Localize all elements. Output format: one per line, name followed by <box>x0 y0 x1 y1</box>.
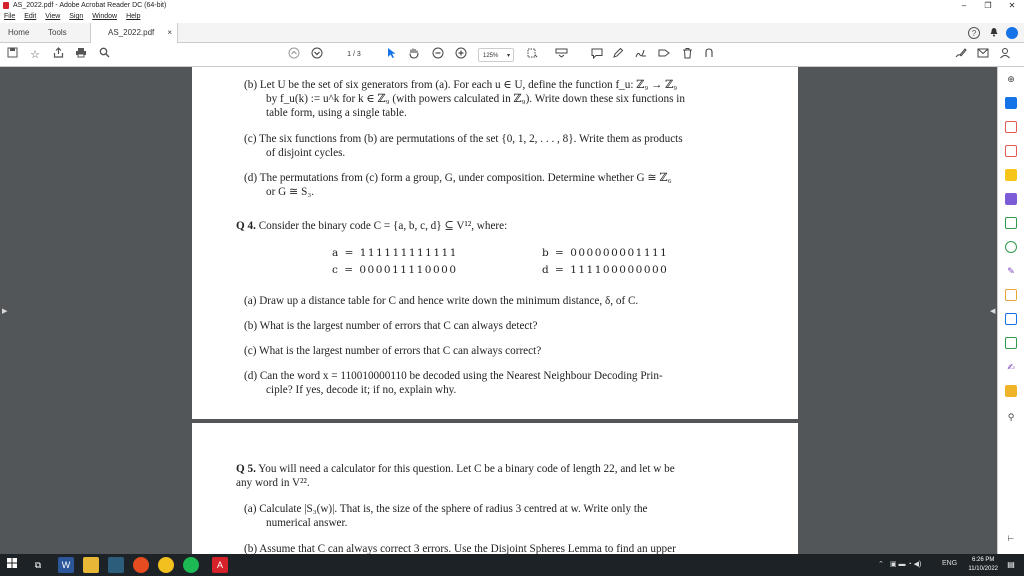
question-4-heading <box>236 220 507 234</box>
chevron-down-icon: ▾ <box>506 53 510 59</box>
create-pdf-icon[interactable] <box>1005 97 1017 109</box>
stamp-tag-icon[interactable] <box>656 47 672 63</box>
tray-expand-icon[interactable]: ⌃ <box>878 561 884 568</box>
minimize-button[interactable]: – <box>961 1 967 10</box>
menu-bar <box>0 11 1024 23</box>
question-line: (c) The six functions from (b) are permutations of the set {0, 1, 2, . . . , 8}. Write them as products <box>244 133 683 145</box>
pdf-page <box>192 423 798 554</box>
organize-pages-icon[interactable] <box>1005 217 1017 229</box>
combine-files-icon[interactable] <box>1005 193 1017 205</box>
question-number: Q 4. <box>236 220 256 232</box>
tab-tools[interactable]: Tools <box>48 28 67 37</box>
zoom-in-icon[interactable] <box>453 47 469 63</box>
question-part: numerical answer. <box>266 517 348 529</box>
zoom-out-icon[interactable] <box>430 47 446 63</box>
menu-help[interactable]: Help <box>126 13 141 20</box>
zoom-tool-icon[interactable]: ⊕ <box>1007 74 1015 84</box>
previous-page-icon[interactable] <box>286 47 302 63</box>
question-line: of disjoint cycles. <box>266 147 346 159</box>
question-part: (a) Calculate |S₃(w)|. That is, the size of the sphere of radius 3 centred at w. Write only the <box>244 503 648 515</box>
question-line: or G ≅ S₃. <box>266 186 315 198</box>
menu-view[interactable]: View <box>45 13 61 20</box>
share-icon[interactable] <box>50 47 66 63</box>
acrobat-app-icon <box>3 2 9 9</box>
collapse-right-panel-icon[interactable]: ◀ <box>990 308 996 315</box>
document-viewer[interactable] <box>0 67 997 554</box>
question-line: by f_u(k) := u^k for k ∈ ℤ₉ (with powers calculated in ℤ₉). Write down these six functions in <box>266 93 685 105</box>
protect-icon[interactable] <box>1005 337 1017 349</box>
toolbar <box>0 43 1024 67</box>
draw-sign-icon[interactable] <box>633 47 649 63</box>
save-icon[interactable] <box>4 47 20 63</box>
tab-document-label: AS_2022.pdf <box>108 28 155 37</box>
question-5-heading <box>236 463 675 477</box>
edit-pdf-icon[interactable] <box>1005 145 1017 157</box>
spotify-icon[interactable] <box>183 557 199 573</box>
question-line: (b) Let U be the set of six generators from (a). For each u ∈ U, define the function f_u: ℤ₉ → ℤ₉ <box>244 79 678 91</box>
tab-document[interactable] <box>90 23 178 43</box>
question-part: (d) Can the word x = 110010000110 be decoded using the Nearest Neighbour Decoding Prin- <box>244 370 663 382</box>
question-text: You will need a calculator for this question. Let C be a binary code of length 22, and let w be <box>258 463 675 475</box>
title-bar <box>0 0 1024 11</box>
scan-ocr-icon[interactable] <box>1005 313 1017 325</box>
close-window-button[interactable]: ✕ <box>1008 1 1016 10</box>
expand-panel-icon[interactable]: ⊢ <box>1007 534 1015 543</box>
window-title: AS_2022.pdf - Adobe Acrobat Reader DC (64-bit) <box>13 2 167 9</box>
stamp-tool-icon[interactable] <box>1005 385 1017 397</box>
close-tab-icon[interactable]: × <box>167 28 172 37</box>
clock-date: 11/10/2022 <box>968 566 998 572</box>
page-current[interactable]: 1 <box>347 51 352 58</box>
highlight-pen-icon[interactable] <box>610 47 626 63</box>
menu-file[interactable]: File <box>4 13 16 20</box>
page-indicator[interactable] <box>334 48 374 62</box>
tray-icons[interactable]: ▣ ▬ ◔ ◀) <box>890 561 922 568</box>
restore-button[interactable]: ❐ <box>984 1 992 10</box>
codeword-a: a = 111111111111 <box>332 247 458 259</box>
fill-sign-tool-icon[interactable]: ✎ <box>1007 266 1015 276</box>
opera-browser-icon[interactable] <box>133 557 149 573</box>
menu-edit[interactable]: Edit <box>24 13 37 20</box>
keyboard-scroll-icon[interactable] <box>553 47 569 63</box>
help-icon[interactable]: ? <box>968 27 980 39</box>
question-text: any word in V²². <box>236 477 310 489</box>
export-pdf-icon[interactable] <box>1005 121 1017 133</box>
question-part: (c) What is the largest number of errors that C can always correct? <box>244 345 542 357</box>
question-text: Consider the binary code C = {a, b, c, d} ⊆ V¹², where: <box>258 220 508 232</box>
compress-pdf-icon[interactable] <box>1005 241 1017 253</box>
question-line: table form, using a single table. <box>266 107 407 119</box>
bookmark-star-icon[interactable]: ☆ <box>30 49 40 61</box>
system-clock[interactable] <box>968 556 998 574</box>
undo-icon[interactable] <box>701 47 717 63</box>
menu-sign[interactable]: Sign <box>69 13 84 20</box>
windows-taskbar <box>0 554 1024 576</box>
send-for-signature-icon[interactable] <box>1005 289 1017 301</box>
notification-bell-icon[interactable] <box>988 27 1000 39</box>
clock-time: 6:26 PM <box>972 557 995 563</box>
tab-bar <box>0 23 1024 43</box>
acrobat-taskbar-icon[interactable]: A <box>212 557 228 573</box>
search-icon[interactable] <box>96 47 112 63</box>
codeword-b: b = 000000001111 <box>542 247 669 259</box>
question-number: Q 5. <box>236 463 256 475</box>
more-tools-icon[interactable]: ⚲ <box>1007 412 1015 422</box>
hand-tool-icon[interactable] <box>406 47 422 63</box>
chrome-browser-icon[interactable] <box>158 557 174 573</box>
zoom-level-value: 125% <box>483 53 499 59</box>
zoom-level-dropdown[interactable] <box>478 48 514 62</box>
file-explorer-icon[interactable] <box>83 557 99 573</box>
question-line: (d) The permutations from (c) form a group, G, under composition. Determine whether G ≅ ℤ₆ <box>244 172 672 184</box>
right-tools-panel <box>997 67 1024 554</box>
codeword-c: c = 000011110000 <box>332 264 458 276</box>
task-view-icon[interactable]: ⧉ <box>34 560 42 570</box>
question-part: (a) Draw up a distance table for C and hence write down the minimum distance, δ, of C. <box>244 295 639 307</box>
word-icon[interactable]: W <box>58 557 74 573</box>
question-part: (b) What is the largest number of errors that C can always detect? <box>244 320 538 332</box>
terminal-icon[interactable] <box>108 557 124 573</box>
expand-left-panel-icon[interactable]: ▶ <box>2 308 8 315</box>
fit-page-icon[interactable] <box>524 47 540 63</box>
delete-trash-icon[interactable] <box>679 47 695 63</box>
request-signatures-icon[interactable]: ✍ <box>1007 362 1015 372</box>
comment-icon[interactable] <box>589 47 605 63</box>
pdf-page <box>192 67 798 419</box>
notifications-icon[interactable]: ▤ <box>1007 560 1015 569</box>
question-part: ciple? If yes, decode it; if no, explain why. <box>266 384 457 396</box>
page-total: / 3 <box>353 51 361 58</box>
select-cursor-icon[interactable] <box>384 47 400 63</box>
print-icon[interactable] <box>73 47 89 63</box>
menu-window[interactable]: Window <box>92 13 118 20</box>
next-page-icon[interactable] <box>309 47 325 63</box>
fill-sign-icon[interactable] <box>953 47 969 63</box>
account-lock-icon[interactable] <box>997 47 1013 63</box>
user-avatar-icon[interactable] <box>1006 27 1018 39</box>
tab-home[interactable]: Home <box>8 28 30 37</box>
email-icon[interactable] <box>975 47 991 63</box>
windows-start-icon[interactable] <box>4 557 20 573</box>
language-indicator[interactable]: ENG <box>942 560 958 567</box>
question-part: (b) Assume that C can always correct 3 errors. Use the Disjoint Spheres Lemma to find an upper <box>244 543 676 554</box>
codeword-d: d = 111100000000 <box>542 264 669 276</box>
comment-tool-icon[interactable] <box>1005 169 1017 181</box>
